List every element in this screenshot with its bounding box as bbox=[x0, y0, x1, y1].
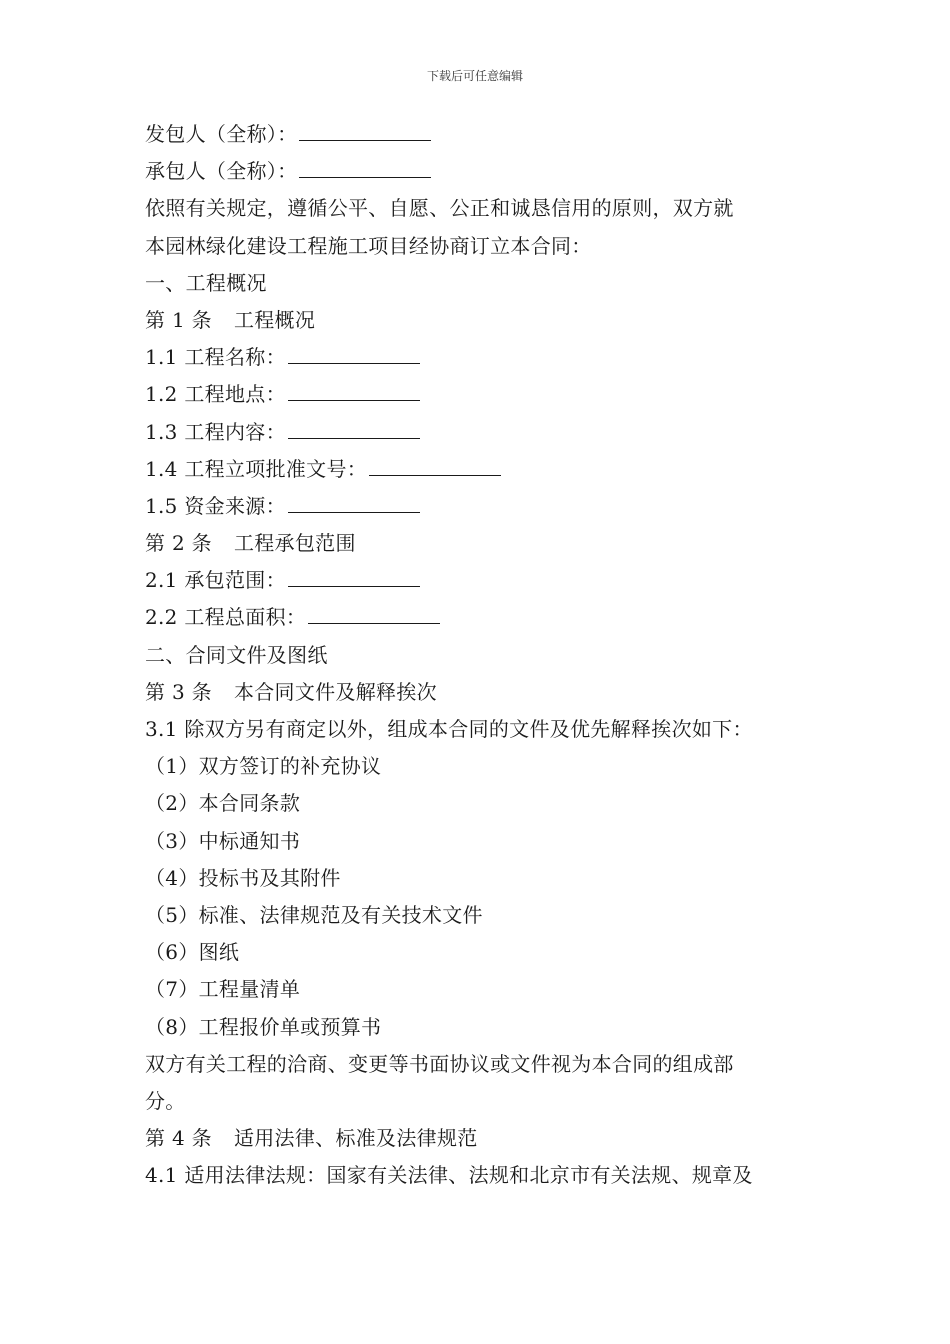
section-heading-1: 一、工程概况 bbox=[145, 270, 267, 295]
item-2-2-line bbox=[145, 599, 810, 636]
article-4-heading bbox=[145, 1120, 810, 1157]
employer-blank[interactable] bbox=[299, 118, 431, 141]
article-4-number: 第 4 条 bbox=[145, 1126, 212, 1151]
approval-number-blank[interactable] bbox=[369, 453, 501, 476]
preamble-line-1: 依照有关规定，遵循公平、自愿、公正和诚恳信用的原则，双方就 bbox=[145, 196, 734, 221]
contractor-line bbox=[145, 153, 810, 190]
list-item: （1）双方签订的补充协议 bbox=[145, 754, 382, 779]
list-item: （7）工程量清单 bbox=[145, 977, 301, 1002]
closing-line-1: 双方有关工程的洽商、变更等书面协议或文件视为本合同的组成部 bbox=[145, 1051, 734, 1076]
item-1-4-label: 1.4 工程立项批准文号： bbox=[145, 456, 368, 481]
item-2-1-line bbox=[145, 562, 810, 599]
list-item: （6）图纸 bbox=[145, 940, 240, 965]
article-2-title: 工程承包范围 bbox=[233, 531, 356, 556]
article-2-heading bbox=[145, 525, 810, 562]
item-1-5-label: 1.5 资金来源： bbox=[145, 493, 286, 518]
list-item: （3）中标通知书 bbox=[145, 828, 301, 853]
article-1-number: 第 1 条 bbox=[145, 307, 212, 332]
project-name-blank[interactable] bbox=[288, 341, 420, 364]
article-3-heading bbox=[145, 674, 810, 711]
article-2-number: 第 2 条 bbox=[145, 531, 212, 556]
item-4-1-line: 4.1 适用法律法规：国家有关法律、法规和北京市有关法规、规章及 bbox=[145, 1163, 753, 1188]
item-1-1-line bbox=[145, 339, 810, 376]
list-item: （8）工程报价单或预算书 bbox=[145, 1014, 382, 1039]
header-note: 下载后可任意编辑 bbox=[426, 69, 523, 83]
total-area-blank[interactable] bbox=[308, 601, 440, 624]
item-1-3-label: 1.3 工程内容： bbox=[145, 419, 286, 444]
article-3-title: 本合同文件及解释挨次 bbox=[233, 679, 437, 704]
item-1-3-line bbox=[145, 414, 810, 451]
list-item: （2）本合同条款 bbox=[145, 791, 301, 816]
item-1-1-label: 1.1 工程名称： bbox=[145, 345, 286, 370]
employer-label: 发包人（全称）： bbox=[145, 122, 298, 146]
contractor-blank[interactable] bbox=[299, 155, 431, 178]
item-1-5-line bbox=[145, 488, 810, 525]
item-2-1-label: 2.1 承包范围： bbox=[145, 568, 286, 593]
contract-body bbox=[145, 116, 810, 1194]
item-1-2-line bbox=[145, 376, 810, 413]
article-4-title: 适用法律、标准及法律规范 bbox=[233, 1126, 478, 1151]
item-2-2-label: 2.2 工程总面积： bbox=[145, 605, 307, 630]
article-3-number: 第 3 条 bbox=[145, 679, 212, 704]
list-item: （4）投标书及其附件 bbox=[145, 865, 341, 890]
project-location-blank[interactable] bbox=[288, 378, 420, 401]
employer-line bbox=[145, 116, 810, 153]
scope-blank[interactable] bbox=[288, 564, 420, 587]
project-content-blank[interactable] bbox=[288, 416, 420, 439]
section-heading-2: 二、合同文件及图纸 bbox=[145, 642, 328, 667]
article-1-title: 工程概况 bbox=[233, 307, 316, 332]
preamble-line-2: 本园林绿化建设工程施工项目经协商订立本合同： bbox=[145, 233, 592, 258]
item-1-4-line bbox=[145, 451, 810, 488]
item-3-1-line: 3.1 除双方另有商定以外，组成本合同的文件及优先解释挨次如下： bbox=[145, 717, 753, 741]
fund-source-blank[interactable] bbox=[288, 490, 420, 513]
item-1-2-label: 1.2 工程地点： bbox=[145, 382, 286, 407]
closing-line-2: 分。 bbox=[145, 1088, 186, 1113]
contractor-label: 承包人（全称）： bbox=[145, 159, 298, 184]
list-item: （5）标准、法律规范及有关技术文件 bbox=[145, 902, 483, 927]
article-1-heading bbox=[145, 302, 810, 339]
